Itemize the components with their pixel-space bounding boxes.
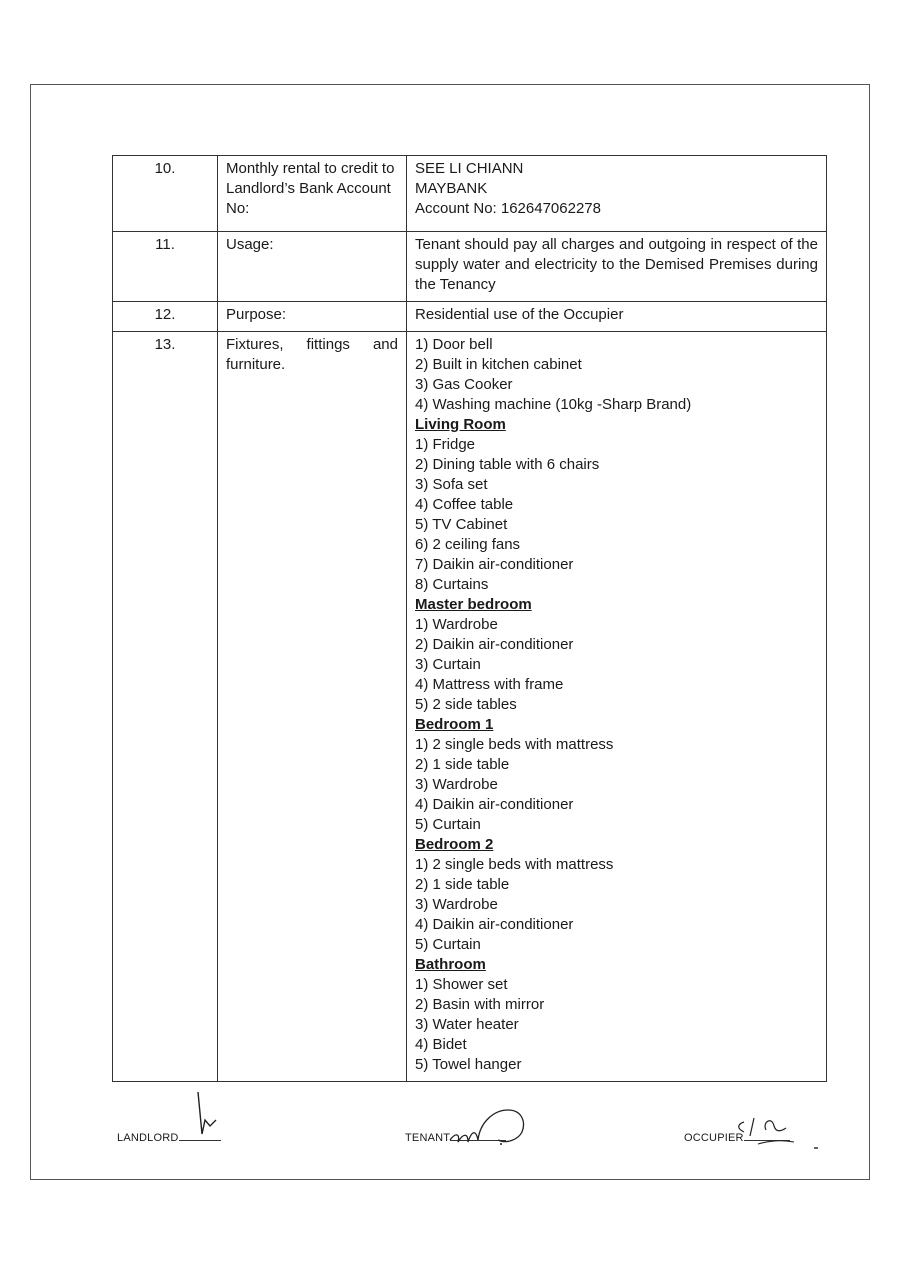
list-item: 4) Washing machine (10kg -Sharp Brand) <box>415 396 692 413</box>
list-item: 4) Daikin air-conditioner <box>415 916 574 933</box>
list-item: 1) 2 single beds with mattress <box>415 856 614 873</box>
bank-name: MAYBANK <box>415 180 488 197</box>
occupier-label: OCCUPIER <box>684 1132 744 1144</box>
list-item: 2) Dining table with 6 chairs <box>415 456 600 473</box>
list-item: 4) Bidet <box>415 1036 467 1053</box>
item-value: Residential use of the Occupier <box>407 302 827 332</box>
bedroom-2-section <box>415 835 818 955</box>
bathroom-section <box>415 955 818 1075</box>
landlord-signature-mark <box>186 1090 220 1146</box>
list-item: 3) Water heater <box>415 1016 519 1033</box>
section-heading: Bathroom <box>415 956 486 973</box>
tenancy-schedule-table <box>112 155 827 1082</box>
list-item: 5) TV Cabinet <box>415 516 508 533</box>
section-heading: Bedroom 2 <box>415 836 494 853</box>
item-number: 13. <box>113 332 218 1082</box>
item-label: Monthly rental to credit to Landlord’s Bank Account No: <box>218 156 407 232</box>
list-item: 1) Fridge <box>415 436 476 453</box>
list-item: 8) Curtains <box>415 576 489 593</box>
signature-row <box>0 1100 900 1160</box>
list-item: 3) Wardrobe <box>415 896 498 913</box>
item-label: Fixtures, fittings and furniture. <box>218 332 407 1082</box>
section-heading: Bedroom 1 <box>415 716 494 733</box>
tenant-label: TENANT <box>405 1132 451 1144</box>
list-item: 3) Curtain <box>415 656 481 673</box>
section-heading: Master bedroom <box>415 596 532 613</box>
list-item: 1) Shower set <box>415 976 508 993</box>
item-number: 12. <box>113 302 218 332</box>
list-item: 5) Curtain <box>415 936 481 953</box>
list-item: 3) Gas Cooker <box>415 376 513 393</box>
master-bedroom-section <box>415 595 818 715</box>
section-heading: Living Room <box>415 416 506 433</box>
table-row <box>113 302 827 332</box>
item-number: 10. <box>113 156 218 232</box>
list-item: 2) 1 side table <box>415 876 510 893</box>
living-room-section <box>415 415 818 595</box>
list-item: 6) 2 ceiling fans <box>415 536 521 553</box>
list-item: 3) Sofa set <box>415 476 488 493</box>
list-item: 4) Coffee table <box>415 496 514 513</box>
list-item: 5) Curtain <box>415 816 481 833</box>
list-item: 7) Daikin air-conditioner <box>415 556 574 573</box>
list-item: 2) Daikin air-conditioner <box>415 636 574 653</box>
item-value <box>407 156 827 232</box>
fixtures-list <box>407 332 827 1082</box>
list-item: 4) Daikin air-conditioner <box>415 796 574 813</box>
general-fixtures <box>415 335 818 415</box>
list-item: 1) Door bell <box>415 336 493 353</box>
list-item: 5) Towel hanger <box>415 1056 522 1073</box>
list-item: 5) 2 side tables <box>415 696 517 713</box>
bedroom-1-section <box>415 715 818 835</box>
item-value: Tenant should pay all charges and outgoing in respect of the supply water and electricity to the Demised Premises during the Tenancy <box>407 232 827 302</box>
account-holder: SEE LI CHIANN <box>415 160 524 177</box>
account-number: Account No: 162647062278 <box>415 200 601 217</box>
table-row <box>113 156 827 232</box>
list-item: 1) 2 single beds with mattress <box>415 736 614 753</box>
tenant-signature-mark <box>446 1104 530 1150</box>
list-item: 2) Built in kitchen cabinet <box>415 356 582 373</box>
table-row <box>113 232 827 302</box>
table-row <box>113 332 827 1082</box>
landlord-label: LANDLORD <box>117 1132 179 1144</box>
item-number: 11. <box>113 232 218 302</box>
list-item: 4) Mattress with frame <box>415 676 564 693</box>
item-label: Usage: <box>218 232 407 302</box>
list-item: 3) Wardrobe <box>415 776 498 793</box>
occupier-signature-mark <box>732 1110 828 1154</box>
list-item: 1) Wardrobe <box>415 616 498 633</box>
list-item: 2) 1 side table <box>415 756 510 773</box>
list-item: 2) Basin with mirror <box>415 996 545 1013</box>
item-label: Purpose: <box>218 302 407 332</box>
